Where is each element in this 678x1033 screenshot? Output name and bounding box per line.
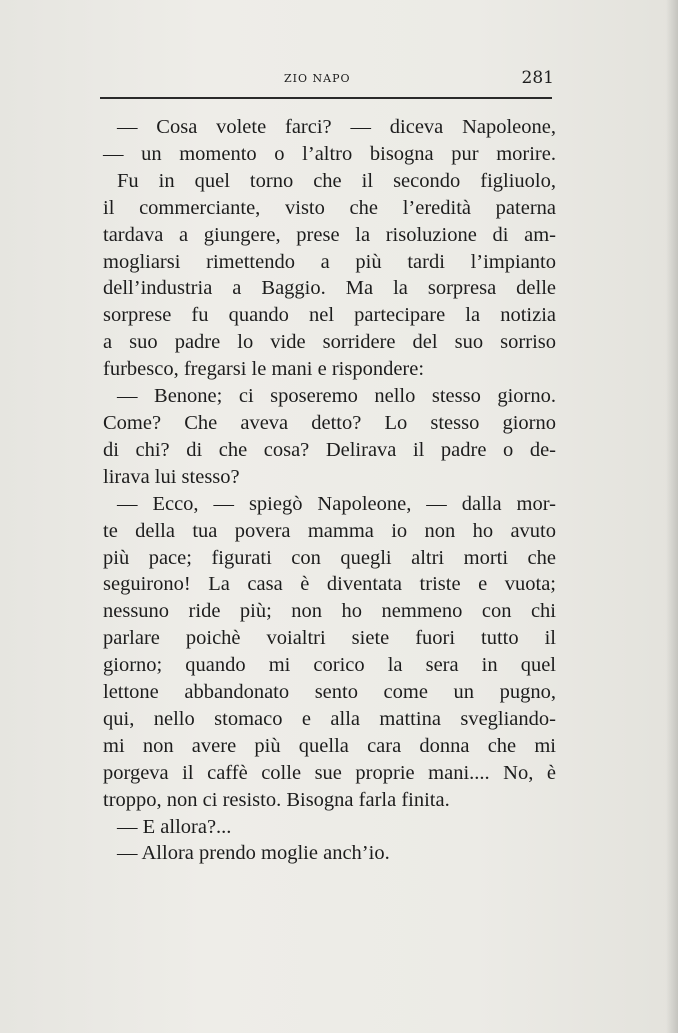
text-line: — Allora prendo moglie anch’io. [117,842,390,865]
text-line: mogliarsi rimettendo a più tardi l’impianto [103,250,556,273]
text-line: dell’industria a Baggio. Ma la sorpresa delle [103,277,556,300]
text-line: — Benone; ci sposeremo nello stesso giorno. [117,385,556,408]
page-header [100,66,554,96]
text-line: Fu in quel torno che il secondo figliuolo, [117,169,556,192]
text-line: lettone abbandonato sento come un pugno, [103,681,556,704]
page-edge-shadow [666,0,678,1033]
text-line: nessuno ride più; non ho nemmeno con chi [103,600,556,623]
text-line: tardava a giungere, prese la risoluzione di am- [103,223,556,246]
text-line: — Ecco, — spiegò Napoleone, — dalla mor- [117,492,556,515]
text-line: lirava lui stesso? [103,465,240,488]
text-line: seguirono! La casa è diventata triste e vuota; [103,573,556,596]
text-line: mi non avere più quella cara donna che mi [103,734,556,757]
running-title: ZIO NAPO [284,72,351,85]
text-line: parlare poichè voialtri siete fuori tutto il [103,627,556,650]
body-text [103,114,556,867]
text-line: — E allora?... [117,815,232,838]
text-line: furbesco, fregarsi le mani e rispondere: [103,358,425,381]
text-line: porgeva il caffè colle sue proprie mani.... No, è [103,761,556,784]
text-line: sorprese fu quando nel partecipare la notizia [103,304,556,327]
text-line: più pace; figurati con quegli altri morti che [103,546,556,569]
text-line: di chi? di che cosa? Delirava il padre o de- [103,438,556,461]
text-line: a suo padre lo vide sorridere del suo sorriso [103,331,556,354]
page-number: 281 [521,68,554,88]
text-line: troppo, non ci resisto. Bisogna farla finita. [103,788,450,811]
header-rule [100,97,552,99]
text-line: il commerciante, visto che l’eredità paterna [103,196,556,219]
text-line: Come? Che aveva detto? Lo stesso giorno [103,411,556,434]
text-line: giorno; quando mi corico la sera in quel [103,654,556,677]
text-line: qui, nello stomaco e alla mattina svegliando- [103,707,556,730]
text-line: — Cosa volete farci? — diceva Napoleone, [117,116,556,138]
text-line: te della tua povera mamma io non ho avuto [103,519,556,542]
text-line: — un momento o l’altro bisogna pur morire. [103,142,556,165]
